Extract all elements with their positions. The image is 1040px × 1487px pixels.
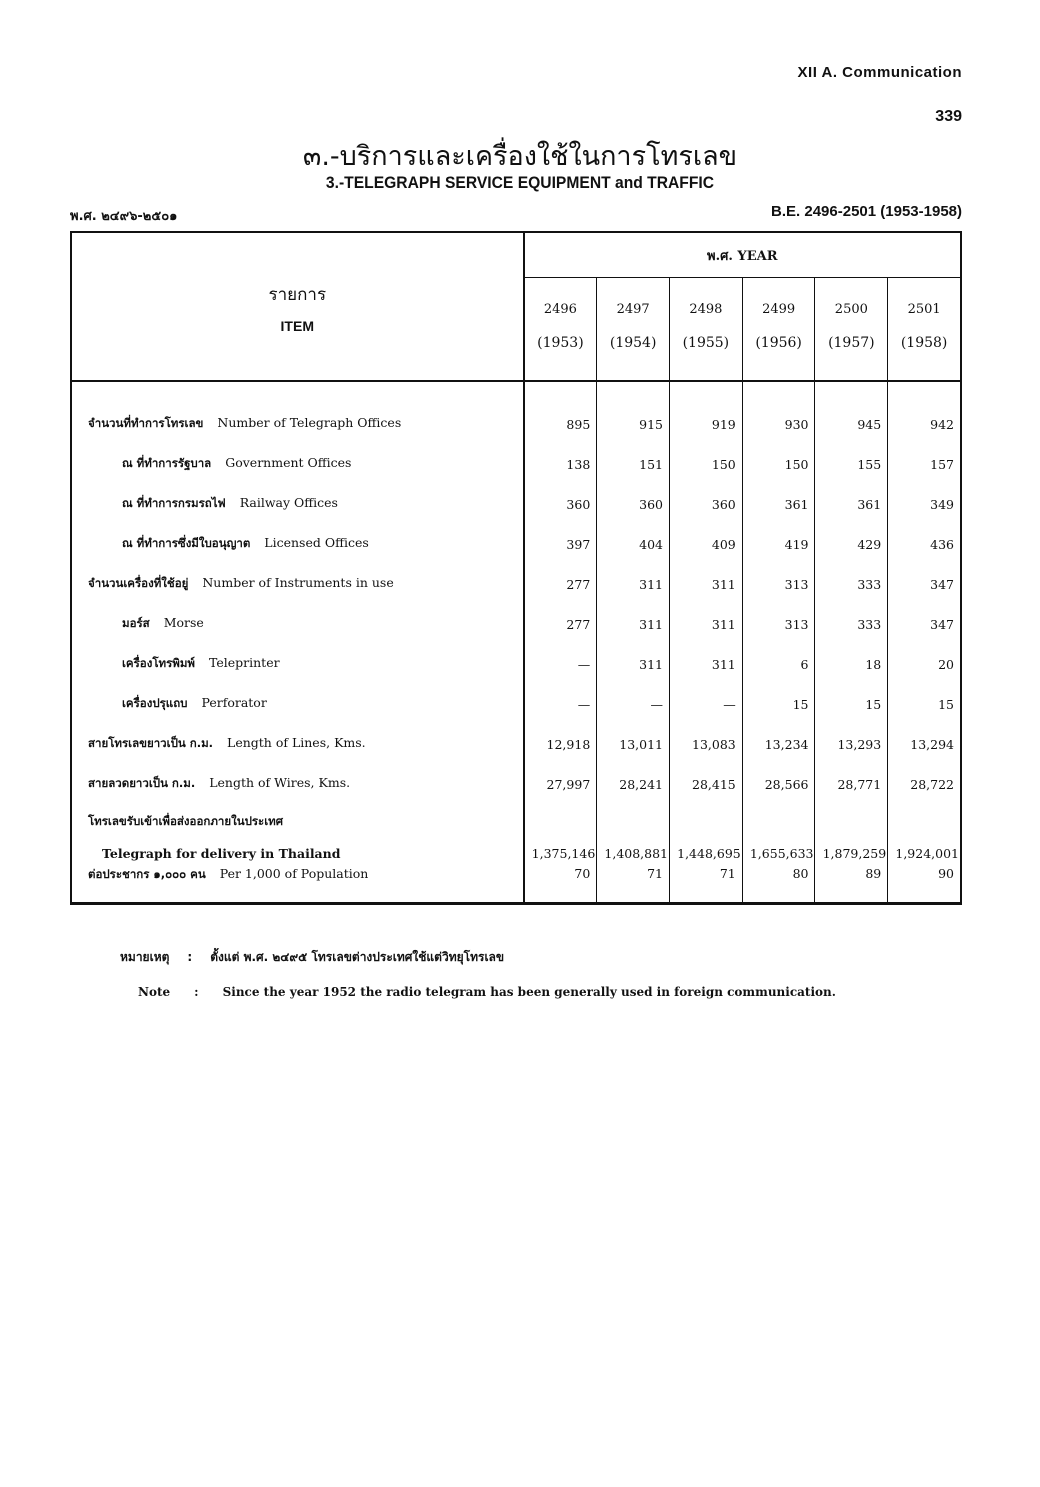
value-cell: 15 xyxy=(815,684,888,724)
row-label-english: Government Offices xyxy=(225,455,352,470)
row-label-english: Perforator xyxy=(201,695,267,710)
value-cell: 13,294 xyxy=(888,724,961,764)
row-label-english: Number of Instruments in use xyxy=(202,575,394,590)
value-cell: 277 xyxy=(524,564,597,604)
row-label-english: Railway Offices xyxy=(239,495,338,510)
value-cell: 6 xyxy=(742,644,815,684)
note-thai-separator: : xyxy=(187,950,193,964)
row-label-english: Telegraph for delivery in Thailand xyxy=(102,845,341,861)
value-cell: 311 xyxy=(597,604,670,644)
value-cell: 919 xyxy=(670,381,743,444)
value-cell: 1,448,695 xyxy=(670,840,743,866)
value-cell: 361 xyxy=(815,484,888,524)
value-cell: 13,293 xyxy=(815,724,888,764)
value-cell: 311 xyxy=(670,604,743,644)
value-cell: 349 xyxy=(888,484,961,524)
value-cell: 1,375,146 xyxy=(524,840,597,866)
note-english-separator: : xyxy=(194,985,199,999)
value-cell: 277 xyxy=(524,604,597,644)
row-label-english: Morse xyxy=(163,615,204,630)
table-row xyxy=(71,444,961,484)
value-cell: 18 xyxy=(815,644,888,684)
table-row xyxy=(71,764,961,804)
value-cell: 311 xyxy=(670,644,743,684)
value-cell: — xyxy=(597,684,670,724)
value-cell: 28,566 xyxy=(742,764,815,804)
value-cell: 13,011 xyxy=(597,724,670,764)
row-label-english: Number of Telegraph Offices xyxy=(217,415,402,430)
row-label-english: Length of Wires, Kms. xyxy=(209,775,351,790)
value-cell: 1,655,633 xyxy=(742,840,815,866)
value-cell: 20 xyxy=(888,644,961,684)
row-label xyxy=(71,764,524,804)
value-cell xyxy=(742,804,815,840)
row-label xyxy=(71,804,524,840)
table-row xyxy=(71,684,961,724)
row-label xyxy=(71,644,524,684)
row-label-thai: โทรเลขรับเข้าเพื่อส่งออกภายในประเทศ xyxy=(88,814,284,828)
value-cell: 419 xyxy=(742,524,815,564)
row-label xyxy=(71,381,524,444)
value-cell: 1,924,001 xyxy=(888,840,961,866)
item-header-english: ITEM xyxy=(280,318,314,334)
value-cell: 157 xyxy=(888,444,961,484)
row-label xyxy=(71,840,524,866)
value-cell: 347 xyxy=(888,604,961,644)
year-column-header: 2499 (1956) xyxy=(742,278,815,382)
value-cell: 361 xyxy=(742,484,815,524)
row-label xyxy=(71,524,524,564)
value-cell: 13,083 xyxy=(670,724,743,764)
row-label-thai: ณ ที่ทำการกรมรถไฟ xyxy=(122,496,226,510)
row-label xyxy=(71,444,524,484)
value-cell: 89 xyxy=(815,866,888,904)
value-cell: 397 xyxy=(524,524,597,564)
row-label-thai: จำนวนเครื่องที่ใช้อยู่ xyxy=(88,576,189,590)
value-cell: 360 xyxy=(670,484,743,524)
value-cell: 360 xyxy=(597,484,670,524)
table-title-english: 3.-TELEGRAPH SERVICE EQUIPMENT and TRAFFIC xyxy=(325,173,715,192)
row-label-thai: ต่อประชากร ๑,๐๐๐ คน xyxy=(88,867,206,881)
value-cell: 15 xyxy=(742,684,815,724)
value-cell: 360 xyxy=(524,484,597,524)
year-column-header: 2496 (1953) xyxy=(524,278,597,382)
row-label xyxy=(71,866,524,904)
value-cell xyxy=(815,804,888,840)
year-column-header: 2497 (1954) xyxy=(597,278,670,382)
row-label-english: Licensed Offices xyxy=(264,535,369,550)
note-thai xyxy=(120,948,522,967)
row-label-english: Length of Lines, Kms. xyxy=(227,735,366,750)
note-thai-text: ตั้งแต่ พ.ศ. ๒๔๙๕ โทรเลขต่างประเทศใช้แต่วิทยุโทรเลข xyxy=(210,950,505,964)
value-cell: 150 xyxy=(742,444,815,484)
table-row xyxy=(71,524,961,564)
telegraph-table xyxy=(70,231,962,905)
value-cell: 945 xyxy=(815,381,888,444)
table-row xyxy=(71,564,961,604)
period-english: B.E. 2496-2501 (1953-1958) xyxy=(771,203,962,220)
value-cell: 150 xyxy=(670,444,743,484)
value-cell: 70 xyxy=(524,866,597,904)
value-cell: — xyxy=(524,684,597,724)
year-column-header: 2498 (1955) xyxy=(670,278,743,382)
row-label xyxy=(71,484,524,524)
value-cell: 28,722 xyxy=(888,764,961,804)
table-row xyxy=(71,484,961,524)
value-cell: 895 xyxy=(524,381,597,444)
value-cell xyxy=(888,804,961,840)
table-title-thai: ๓.-บริการและเครื่องใช้ในการโทรเลข xyxy=(302,141,738,172)
row-label-english: Teleprinter xyxy=(209,655,280,670)
value-cell xyxy=(597,804,670,840)
row-label xyxy=(71,604,524,644)
table-row xyxy=(71,804,961,840)
year-header: พ.ศ. YEAR xyxy=(524,232,961,278)
value-cell: 1,879,259 xyxy=(815,840,888,866)
value-cell: 404 xyxy=(597,524,670,564)
table-row xyxy=(71,604,961,644)
row-label-thai: มอร์ส xyxy=(122,616,150,630)
value-cell: 942 xyxy=(888,381,961,444)
page-number: 339 xyxy=(935,108,962,125)
value-cell: 313 xyxy=(742,564,815,604)
value-cell: 28,241 xyxy=(597,764,670,804)
value-cell: 930 xyxy=(742,381,815,444)
value-cell: 90 xyxy=(888,866,961,904)
value-cell: 409 xyxy=(670,524,743,564)
value-cell: 313 xyxy=(742,604,815,644)
value-cell: 429 xyxy=(815,524,888,564)
value-cell: 311 xyxy=(670,564,743,604)
table-row xyxy=(71,381,961,444)
item-header xyxy=(71,232,524,381)
value-cell: 1,408,881 xyxy=(597,840,670,866)
row-label xyxy=(71,724,524,764)
period-thai: พ.ศ. ๒๔๙๖-๒๕๐๑ xyxy=(70,209,178,224)
value-cell: 155 xyxy=(815,444,888,484)
row-label-thai: เครื่องโทรพิมพ์ xyxy=(122,656,195,670)
row-label-thai: สายลวดยาวเป็น ก.ม. xyxy=(88,776,196,790)
value-cell: 80 xyxy=(742,866,815,904)
row-label-thai: ณ ที่ทำการซึ่งมีใบอนุญาต xyxy=(122,536,251,550)
table-row xyxy=(71,644,961,684)
value-cell: 333 xyxy=(815,604,888,644)
year-column-header: 2500 (1957) xyxy=(815,278,888,382)
value-cell: 151 xyxy=(597,444,670,484)
value-cell xyxy=(670,804,743,840)
row-label-thai: สายโทรเลขยาวเป็น ก.ม. xyxy=(88,736,214,750)
table-row xyxy=(71,724,961,764)
row-label-thai: เครื่องปรุแถบ xyxy=(122,696,188,710)
value-cell: 71 xyxy=(670,866,743,904)
note-english-text: Since the year 1952 the radio telegram has been generally used in foreign communication. xyxy=(222,985,836,999)
note-english-label: Note xyxy=(138,985,171,999)
value-cell: 347 xyxy=(888,564,961,604)
item-header-thai: รายการ xyxy=(268,285,327,305)
value-cell xyxy=(524,804,597,840)
row-label xyxy=(71,564,524,604)
note-thai-label: หมายเหตุ xyxy=(120,950,170,964)
value-cell: 28,771 xyxy=(815,764,888,804)
table-row xyxy=(71,866,961,904)
value-cell: 333 xyxy=(815,564,888,604)
note-english xyxy=(138,985,860,999)
row-label-thai: ณ ที่ทำการรัฐบาล xyxy=(122,456,212,470)
section-title: XII A. Communication xyxy=(797,64,962,81)
row-label xyxy=(71,684,524,724)
value-cell: — xyxy=(524,644,597,684)
year-column-header: 2501 (1958) xyxy=(888,278,961,382)
value-cell: 311 xyxy=(597,644,670,684)
value-cell: 71 xyxy=(597,866,670,904)
value-cell: 915 xyxy=(597,381,670,444)
value-cell: 28,415 xyxy=(670,764,743,804)
value-cell: 311 xyxy=(597,564,670,604)
value-cell: 12,918 xyxy=(524,724,597,764)
row-label-thai: จำนวนที่ทำการโทรเลข xyxy=(88,416,204,430)
value-cell: 15 xyxy=(888,684,961,724)
value-cell: 27,997 xyxy=(524,764,597,804)
value-cell: — xyxy=(670,684,743,724)
value-cell: 436 xyxy=(888,524,961,564)
row-label-english: Per 1,000 of Population xyxy=(219,866,369,881)
table-row xyxy=(71,840,961,866)
value-cell: 138 xyxy=(524,444,597,484)
value-cell: 13,234 xyxy=(742,724,815,764)
